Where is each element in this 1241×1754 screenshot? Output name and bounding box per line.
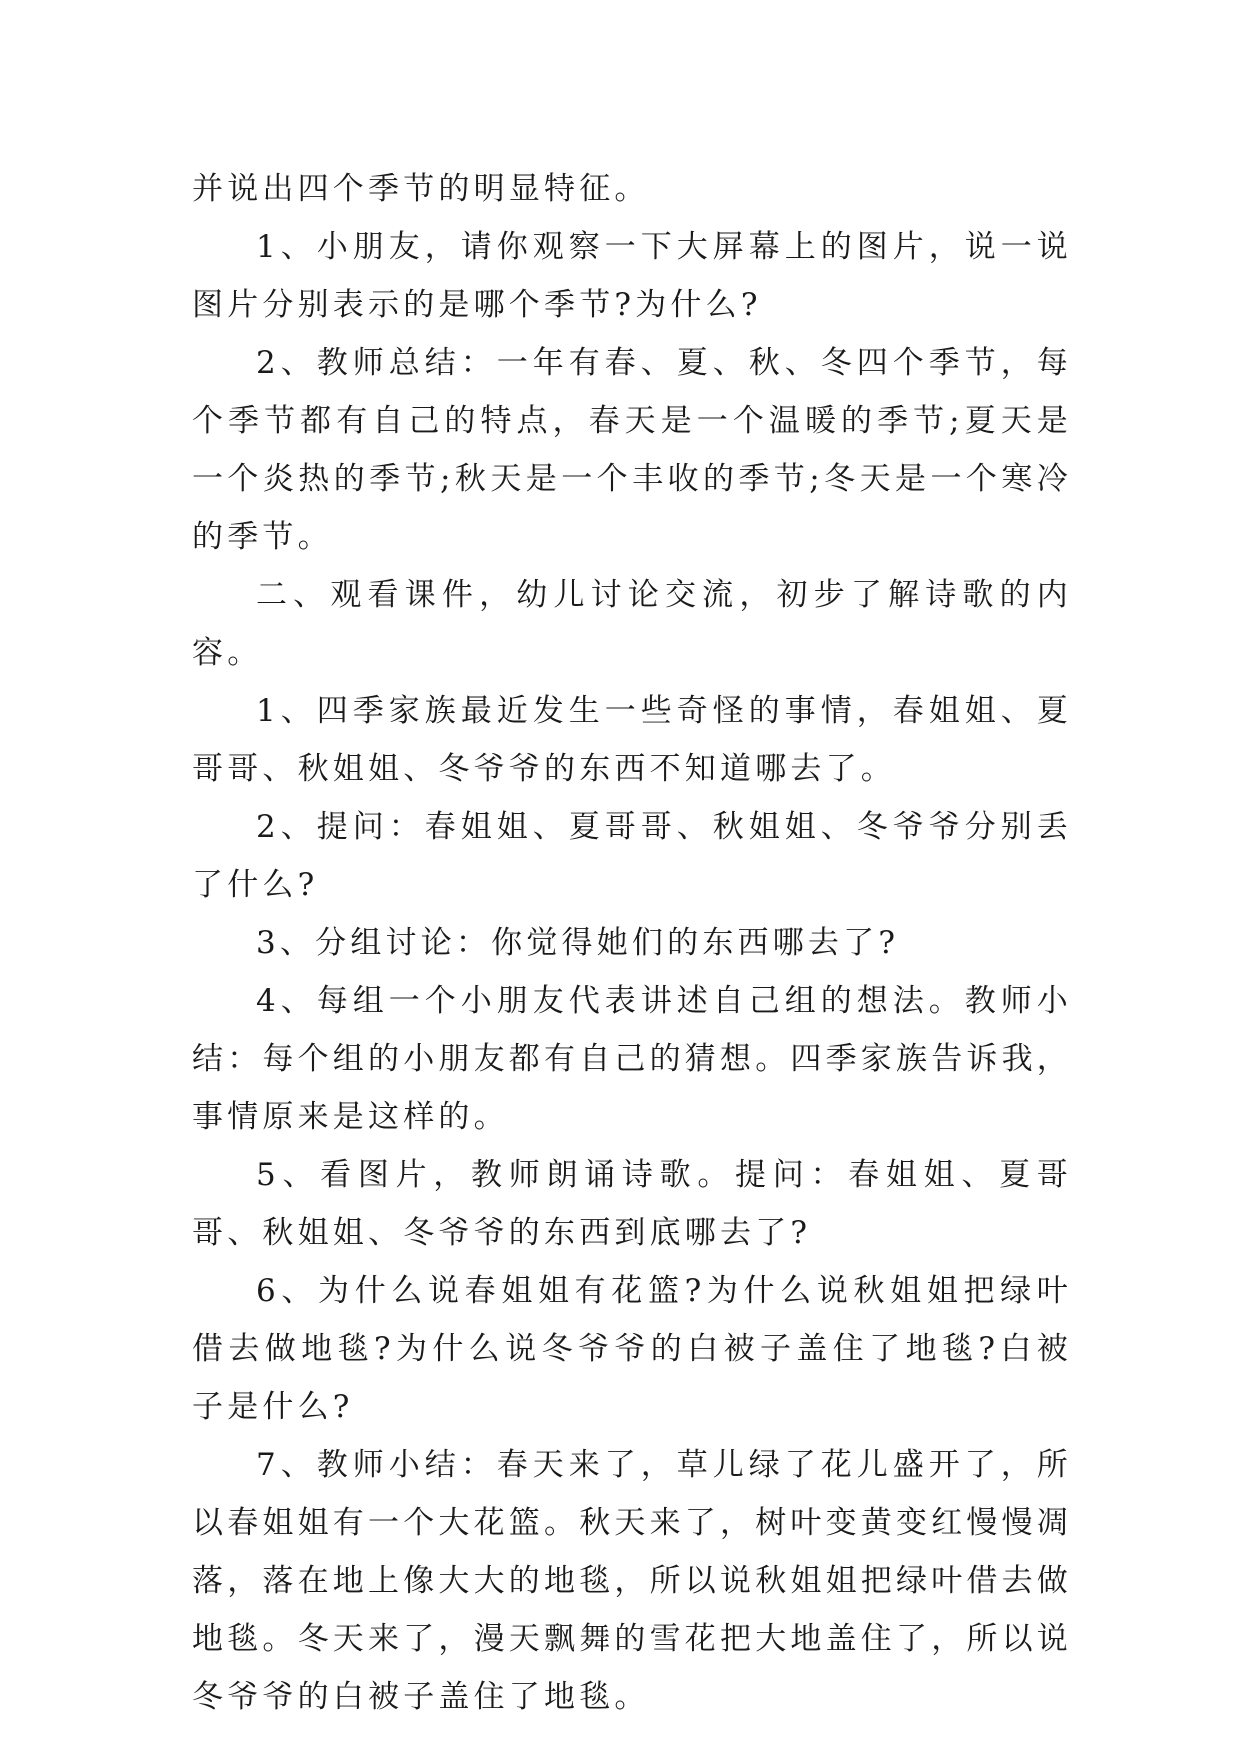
section-heading-2: 二、观看课件，幼儿讨论交流，初步了解诗歌的内容。 <box>192 577 1072 671</box>
document-body <box>192 160 1072 1726</box>
paragraph-item-5-recite: 5、看图片，教师朗诵诗歌。提问：春姐姐、夏哥哥、秋姐姐、冬爷爷的东西到底哪去了? <box>192 1157 1072 1251</box>
paragraph-item-7-conclusion: 7、教师小结：春天来了，草儿绿了花儿盛开了，所以春姐姐有一个大花篮。秋天来了，树叶变黄变红慢慢凋落，落在地上像大大的地毯，所以说秋姐姐把绿叶借去做地毯。冬天来了，漫天飘舞的雪花把大地盖住了，所以说冬爷爷的白被子盖住了地毯。 <box>192 1447 1072 1715</box>
paragraph-item-2-question: 2、提问：春姐姐、夏哥哥、秋姐姐、冬爷爷分别丢了什么? <box>192 809 1072 903</box>
paragraph-item-4-group-report: 4、每组一个小朋友代表讲述自己组的想法。教师小结：每个组的小朋友都有自己的猜想。四季家族告诉我，事情原来是这样的。 <box>192 983 1072 1135</box>
paragraph-item-1-story: 1、四季家族最近发生一些奇怪的事情，春姐姐、夏哥哥、秋姐姐、冬爷爷的东西不知道哪去了。 <box>192 693 1072 787</box>
paragraph-continuation: 并说出四个季节的明显特征。 <box>192 171 650 207</box>
paragraph-item-2-summary: 2、教师总结：一年有春、夏、秋、冬四个季节，每个季节都有自己的特点，春天是一个温暖的季节;夏天是一个炎热的季节;秋天是一个丰收的季节;冬天是一个寒冷的季节。 <box>192 345 1072 555</box>
paragraph-item-1-observe: 1、小朋友，请你观察一下大屏幕上的图片，说一说图片分别表示的是哪个季节?为什么? <box>192 229 1072 323</box>
paragraph-item-6-why: 6、为什么说春姐姐有花篮?为什么说秋姐姐把绿叶借去做地毯?为什么说冬爷爷的白被子盖住了地毯?白被子是什么? <box>192 1273 1072 1425</box>
paragraph-item-3-discussion: 3、分组讨论：你觉得她们的东西哪去了? <box>256 925 900 961</box>
